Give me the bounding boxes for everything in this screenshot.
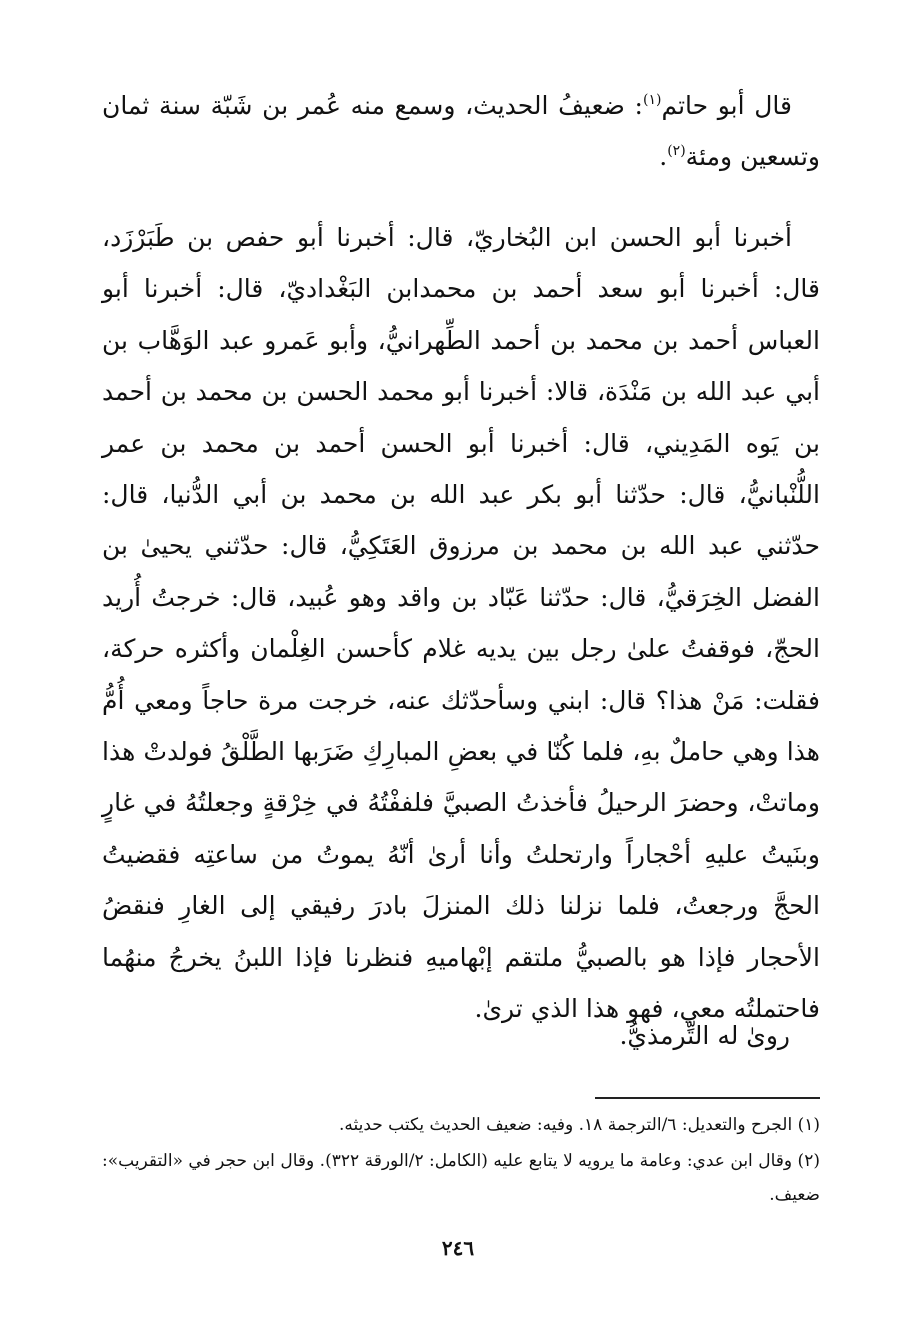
paragraph-text: قال أبو حاتم <box>661 91 792 120</box>
footnote-1: (١) الجرح والتعديل: ٦/الترجمة ١٨. وفيه: ضعيف الحديث يكتب حديثه. <box>338 1115 820 1135</box>
footnote-divider <box>595 1097 820 1099</box>
paragraph-text: : ضعيفُ الحديث، وسمع منه عُمر بن شَبّة سنة ثمان وتسعين ومئة <box>102 91 820 172</box>
page-number: ٢٤٦ <box>441 1236 475 1260</box>
footnote-ref-2[interactable]: (٢) <box>667 143 686 160</box>
paragraph-isnad-story: أخبرنا أبو الحسن ابن البُخاريّ، قال: أخبرنا أبو حفص بن طَبَرْزَد، قال: أخبرنا أبو سعد أحمد بن محمدابن البَغْداديّ، قال: أخبرنا أبو العباس أحمد بن محمد بن أحمد الطِّهرانيُّ، وأبو عَمرو عبد الوَهَّاب بن أبي عبد الله بن مَنْدَة، قالا: أخبرنا أبو محمد الحسن بن محمد بن أحمد بن يَوه المَدِيني، قال: أخبرنا أبو الحسن أحمد بن محمد بن عمر اللُّنْبانيُّ، قال: حدّثنا أبو بكر عبد الله بن محمد بن أبي الدُّنيا، قال: حدّثني عبد الله بن محمد بن مرزوق العَتَكِيُّ، قال: حدّثني يحيىٰ بن الفضل الخِرَقيُّ، قال: حدّثنا عَبّاد بن واقد وهو عُبيد، قال: خرجتُ أُريد الحجّ، فوقفتُ علىٰ رجل بين يديه غلام كأحسن الغِلْمان وأكثره حركة، فقلت: مَنْ هذا؟ قال: ابني وسأحدّثك عنه، خرجت مرة حاجاً ومعي أُمُّ هذا وهي حاملٌ بهِ، فلما كُنّا في بعضِ المبارِكِ ضَرَبها الطَّلْقُ فولدتْ هذا وماتتْ، وحضرَ الرحيلُ فأخذتُ الصبيَّ فلففْتُهُ في خِرْقةٍ وجعلتُهُ في غارٍ وبنَيتُ عليهِ أحْجاراً وارتحلتُ وأنا أرىٰ أنّهُ يموتُ من ساعتِه فقضيتُ الحجَّ ورجعتُ، فلما نزلنا ذلك المنزلَ بادرَ رفيقي إلى الغارِ فنقضُ الأحجار فإذا هو بالصبيُّ ملتقم إبْهاميهِ فنظرنا فإذا اللبنُ يخرجُ منهُما فاحتملتُه معي، فهو هذا الذي ترىٰ. <box>102 223 820 1024</box>
paragraph-tirmidhi: روىٰ له التِّرمذيُّ. <box>619 1021 790 1050</box>
paragraph-text: . <box>659 142 668 172</box>
footnote-ref-1[interactable]: (١) <box>642 92 662 108</box>
paragraph-abu-hatim <box>102 80 820 183</box>
footnote-2: (٢) وقال ابن عدي: وعامة ما يرويه لا يتابع عليه (الكامل: ٢/الورقة ٣٢٢). وقال ابن حجر في «التقريب»: ضعيف. <box>102 1151 820 1205</box>
